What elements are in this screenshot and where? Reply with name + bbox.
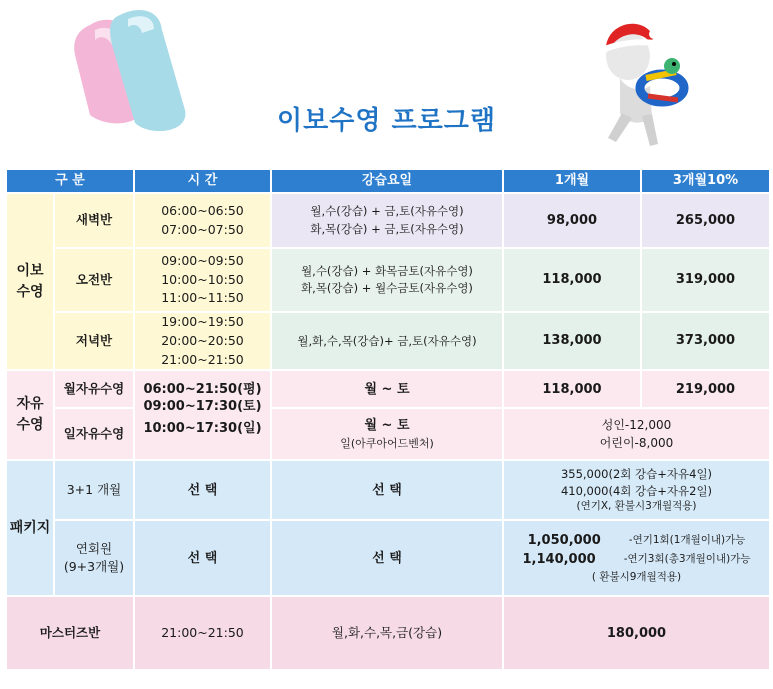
- table-row: [6, 193, 770, 248]
- price-3month: 265,000: [641, 193, 770, 248]
- package-price: 355,000(2회 강습+자유4일) 410,000(4회 강습+자유2일) (연기X, 환불시3개월적용): [503, 460, 770, 520]
- price-3month: 319,000: [641, 248, 770, 312]
- price-single: 성인-12,000 어린이-8,000: [503, 408, 770, 460]
- price-1month: 118,000: [503, 370, 641, 408]
- page-title: 이보수영 프로그램: [277, 106, 496, 136]
- table-row: [6, 248, 770, 312]
- class-name: 저녁반: [54, 312, 134, 370]
- group-ibo: 이보 수영: [6, 193, 54, 370]
- class-name: 3+1 개월: [54, 460, 134, 520]
- table-row: [6, 520, 770, 596]
- class-days: 월,수(강습) + 화목금토(자유수영) 화,목(강습) + 월수금토(자유수영): [271, 248, 503, 312]
- class-days: 선 택: [271, 520, 503, 596]
- class-times: 21:00~21:50: [134, 596, 271, 670]
- class-days: 월 ~ 토 일(아쿠아어드벤처): [271, 408, 503, 460]
- header-category: 구 분: [6, 169, 134, 193]
- class-days: 월,화,수,목(강습)+ 금,토(자유수영): [271, 312, 503, 370]
- table-row: [6, 312, 770, 370]
- header-days: 강습요일: [271, 169, 503, 193]
- class-times: 06:00~06:50 07:00~07:50: [134, 193, 271, 248]
- class-name: 일자유수영: [54, 408, 134, 460]
- price-1month: 138,000: [503, 312, 641, 370]
- price-1month: 118,000: [503, 248, 641, 312]
- table-row: [6, 408, 770, 460]
- header-1month: 1개월: [503, 169, 641, 193]
- class-times: 06:00~21:50(평): [134, 370, 271, 408]
- class-name: 마스터즈반: [6, 596, 134, 670]
- price-single: 180,000: [503, 596, 770, 670]
- group-package: 패키지: [6, 460, 54, 596]
- header-3month: 3개월10%: [641, 169, 770, 193]
- table-row: [6, 460, 770, 520]
- class-days: 월,화,수,목,금(강습): [271, 596, 503, 670]
- class-times: 09:00~09:50 10:00~10:50 11:00~11:50: [134, 248, 271, 312]
- program-table: [5, 168, 771, 671]
- price-3month: 373,000: [641, 312, 770, 370]
- class-times: 09:00~17:30(토) 10:00~17:30(일): [134, 408, 271, 460]
- class-times: 선 택: [134, 460, 271, 520]
- class-times: 선 택: [134, 520, 271, 596]
- table-header: [6, 169, 770, 193]
- class-name: 월자유수영: [54, 370, 134, 408]
- class-name: 새벽반: [54, 193, 134, 248]
- class-name: 연회원 (9+3개월): [54, 520, 134, 596]
- table-row: [6, 596, 770, 670]
- group-jayu: 자유 수영: [6, 370, 54, 460]
- class-days: 선 택: [271, 460, 503, 520]
- class-days: 월,수(강습) + 금,토(자유수영) 화,목(강습) + 금,토(자유수영): [271, 193, 503, 248]
- price-1month: 98,000: [503, 193, 641, 248]
- class-name: 오전반: [54, 248, 134, 312]
- header-time: 시 간: [134, 169, 271, 193]
- class-times: 19:00~19:50 20:00~20:50 21:00~21:50: [134, 312, 271, 370]
- package-price: 1,050,000 -연기1회(1개월이내)가능 1,140,000 -연기3회(총3개월이내)가능 ( 환불시9개월적용): [503, 520, 770, 596]
- class-days: 월 ~ 토: [271, 370, 503, 408]
- table-row: [6, 370, 770, 408]
- price-3month: 219,000: [641, 370, 770, 408]
